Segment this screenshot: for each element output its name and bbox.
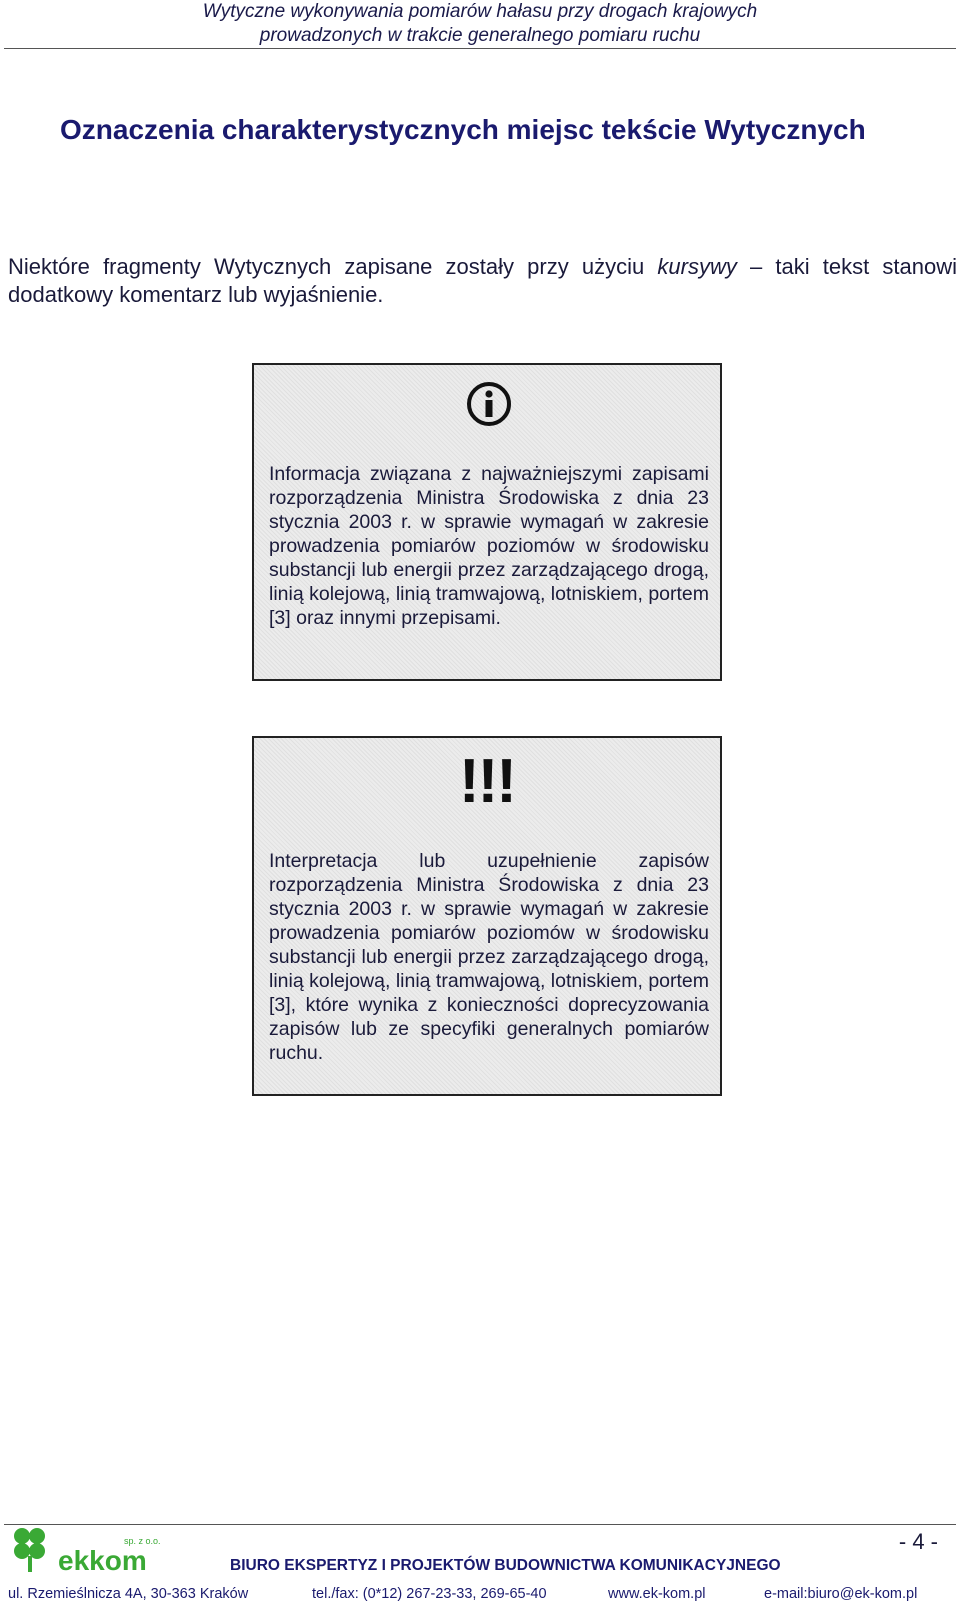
page-title: Oznaczenia charakterystycznych miejsc tekście Wytycznych: [60, 114, 866, 145]
header-line-2: prowadzonych w trakcie generalnego pomiaru ruchu: [259, 25, 701, 46]
info-icon: [466, 381, 512, 427]
intro-italic-word: kursywy: [657, 254, 737, 279]
ekkom-logo: [6, 1524, 166, 1576]
footer-email[interactable]: e-mail:biuro@ek-kom.pl: [764, 1586, 918, 1602]
footer-website[interactable]: www.ek-kom.pl: [608, 1586, 706, 1602]
warning-box-text: Interpretacja lub uzupełnienie zapisów rozporządzenia Ministra Środowiska z dnia 23 stycznia 2003 r. w sprawie wymagań w zakresie prowadzenia pomiarów poziomów w środowisku substancji lub energii przez zarządzającego drogą, linią kolejową, linią tramwajową, lotniskiem, portem [3], które wynika z konieczności doprecyzowania zapisów lub ze specyfiki generalnych pomiarów ruchu.: [269, 850, 710, 1064]
intro-text-before: Niektóre fragmenty Wytycznych zapisane zostały przy użyciu: [8, 254, 658, 279]
logo-suffix: sp. z o.o.: [124, 1536, 161, 1546]
info-box: [252, 363, 722, 681]
page-number: - 4 -: [898, 1529, 938, 1554]
logo-wordmark: ekkom: [58, 1545, 147, 1576]
company-name: BIURO EKSPERTYZ I PROJEKTÓW BUDOWNICTWA KOMUNIKACYJNEGO: [230, 1557, 781, 1574]
intro-paragraph: [8, 253, 957, 309]
header-divider: [4, 48, 956, 49]
running-header: [0, 0, 960, 48]
clover-icon: [14, 1528, 45, 1572]
warning-box: [252, 736, 722, 1096]
footer-address: ul. Rzemieślnicza 4A, 30-363 Kraków: [8, 1586, 249, 1602]
header-line-1: Wytyczne wykonywania pomiarów hałasu przy drogach krajowych: [202, 1, 758, 22]
intro-text-after: – taki tekst stanowi dodatkowy komentarz lub wyjaśnienie.: [8, 254, 957, 307]
footer-phone: tel./fax: (0*12) 267-23-33, 269-65-40: [312, 1586, 547, 1602]
info-box-text: Informacja związana z najważniejszymi zapisami rozporządzenia Ministra Środowiska z dnia 23 stycznia 2003 r. w sprawie wymagań w zakresie prowadzenia pomiarów poziomów w środowisku substancji lub energii przez zarządzającego drogą, linią kolejową, linią tramwajową, lotniskiem, portem [3] oraz innymi przepisami.: [269, 463, 710, 629]
exclamation-icon: !!!: [459, 747, 515, 816]
